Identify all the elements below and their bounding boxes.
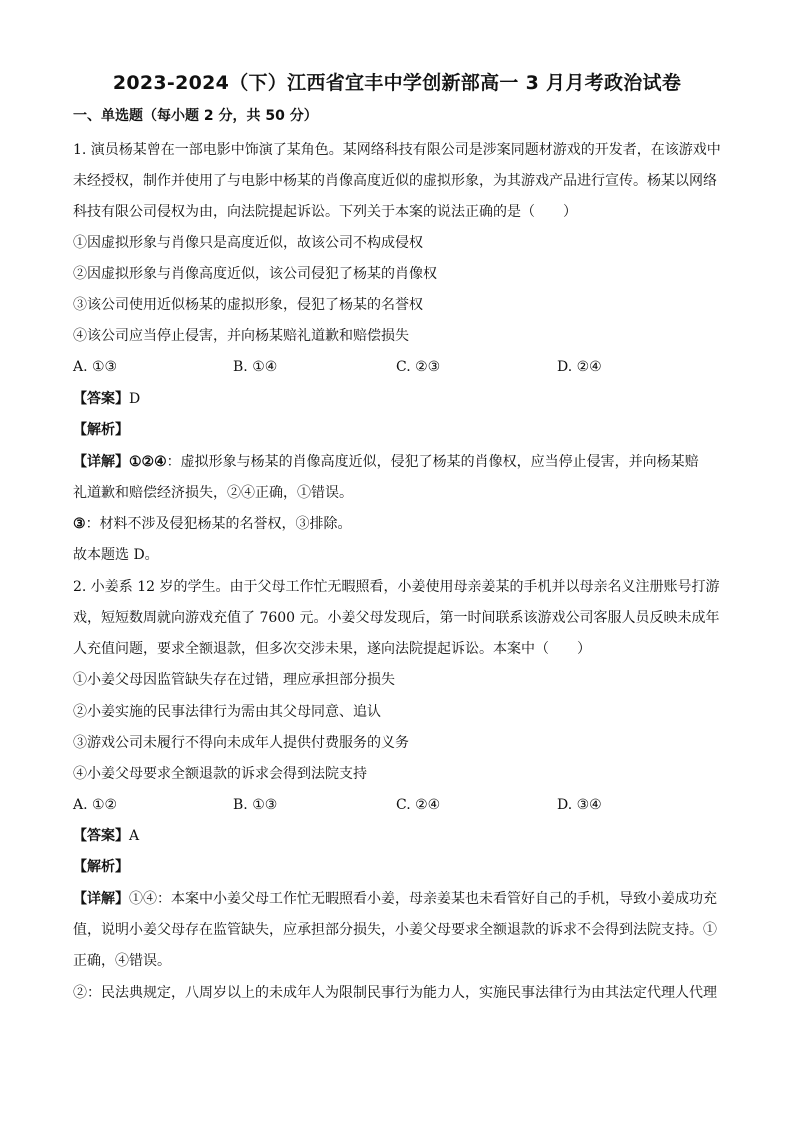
- q1-analysis-tag: 【解析】: [73, 422, 129, 438]
- q1-stem-line-3: 科技有限公司侵权为由，向法院提起诉讼。下列关于本案的说法正确的是（ ）: [73, 204, 577, 220]
- q2-answer-tag: 【答案】: [73, 828, 129, 844]
- q1-option-c: C. ②③: [396, 359, 441, 375]
- q1-answer-value: D: [129, 391, 141, 407]
- page-title: 2023-2024（下）江西省宜丰中学创新部高一 3 月月考政治试卷: [112, 72, 682, 94]
- q2-detail-line-4: ②：民法典规定，八周岁以上的未成年人为限制民事行为能力人，实施民事法律行为由其法定代理人代理: [73, 985, 717, 1001]
- q1-detail3-bold: ③: [73, 516, 86, 532]
- q2-stem-line-2: 戏，短短数周就向游戏充值了 7600 元。小姜父母发现后，第一时间联系该游戏公司客服人员反映未成年: [73, 610, 720, 626]
- q2-answer: [73, 826, 723, 846]
- q1-option-b: B. ①④: [233, 359, 278, 375]
- q2-stem-line-3: 人充值问题，要求全额退款，但多次交涉未果，遂向法院提起诉讼。本案中（ ）: [73, 641, 591, 657]
- q1-answer: [73, 389, 723, 409]
- q2-statement-3: ③游戏公司未履行不得向未成年人提供付费服务的义务: [73, 735, 409, 751]
- q1-option-a: A. ①③: [73, 359, 118, 375]
- q2-analysis-tag: 【解析】: [73, 859, 129, 875]
- q2-detail-tag: 【详解】: [73, 891, 129, 907]
- q1-detail-line-3: [73, 514, 723, 534]
- q2-statement-2: ②小姜实施的民事法律行为需由其父母同意、追认: [73, 704, 381, 720]
- q1-option-d: D. ②④: [557, 359, 602, 375]
- q1-detail-line-1: [73, 452, 723, 472]
- q1-detail-bold: ①②④: [129, 454, 167, 470]
- q2-answer-value: A: [129, 828, 140, 844]
- q1-detail-line-2: 礼道歉和赔偿经济损失，②④正确，①错误。: [73, 485, 353, 501]
- q1-statement-3: ③该公司使用近似杨某的虚拟形象，侵犯了杨某的名誉权: [73, 297, 423, 313]
- q2-statement-4: ④小姜父母要求全额退款的诉求会得到法院支持: [73, 766, 367, 782]
- q2-detail-line-3: 正确，④错误。: [73, 953, 171, 969]
- q1-statement-4: ④该公司应当停止侵害，并向杨某赔礼道歉和赔偿损失: [73, 328, 409, 344]
- q2-option-c: C. ②④: [396, 797, 441, 813]
- q2-detail-text-1: ①④：本案中小姜父母工作忙无暇照看小姜，母亲姜某也未看管好自己的手机，导致小姜成功充: [129, 891, 717, 907]
- q2-option-a: A. ①②: [73, 797, 118, 813]
- section-heading: 一、单选题（每小题 2 分，共 50 分）: [73, 108, 318, 124]
- q2-statement-1: ①小姜父母因监管缺失存在过错，理应承担部分损失: [73, 672, 395, 688]
- q2-detail-line-2: 值，说明小姜父母存在监管缺失，应承担部分损失，小姜父母要求全额退款的诉求不会得到法院支持。①: [73, 922, 717, 938]
- q1-stem-line-2: 未经授权，制作并使用了与电影中杨某的肖像高度近似的虚拟形象，为其游戏产品进行宣传。杨某以网络: [73, 173, 717, 189]
- q1-stem-line-1: 1. 演员杨某曾在一部电影中饰演了某角色。某网络科技有限公司是涉案同题材游戏的开发者，在该游戏中: [73, 142, 721, 158]
- q1-detail3-text: ：材料不涉及侵犯杨某的名誉权，③排除。: [85, 516, 352, 532]
- q1-conclusion: 故本题选 D。: [73, 547, 159, 563]
- q1-detail-tag: 【详解】: [73, 454, 129, 470]
- q2-stem-line-1: 2. 小姜系 12 岁的学生。由于父母工作忙无暇照看，小姜使用母亲姜某的手机并以母亲名义注册账号打游: [73, 579, 720, 595]
- q1-detail-text: ：虚拟形象与杨某的肖像高度近似，侵犯了杨某的肖像权，应当停止侵害，并向杨某赔: [166, 454, 699, 470]
- q1-answer-tag: 【答案】: [73, 391, 129, 407]
- q2-option-d: D. ③④: [557, 797, 602, 813]
- q2-option-b: B. ①③: [233, 797, 278, 813]
- q1-statement-1: ①因虚拟形象与肖像只是高度近似，故该公司不构成侵权: [73, 235, 423, 251]
- q1-statement-2: ②因虚拟形象与肖像高度近似，该公司侵犯了杨某的肖像权: [73, 266, 437, 282]
- q2-detail-line-1: [73, 889, 723, 909]
